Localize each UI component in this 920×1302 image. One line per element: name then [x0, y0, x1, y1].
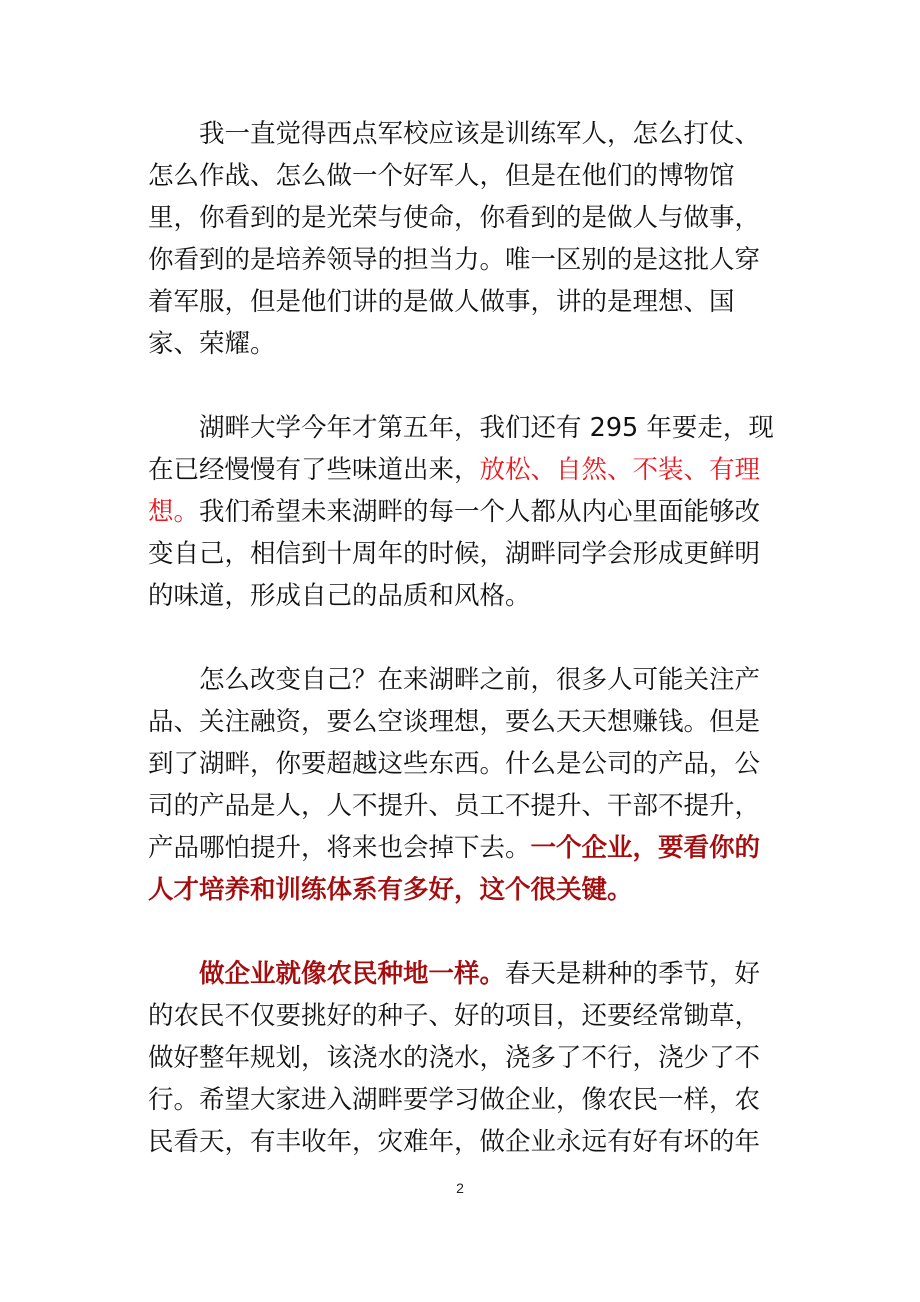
highlight-bold-text: 一个企业，要看你的人才培养和训练体系有多好，这个很关键。: [148, 833, 761, 905]
text-segment: 我一直觉得西点军校应该是训练军人，怎么打仗、怎么作战、怎么做一个好军人，但是在他们的博物馆里，你看到的是光荣与使命，你看到的是做人与做事，你看到的是培养领导的担当力。唯一区别的是这批人穿着军服，但是他们讲的是做人做事，讲的是理想、国家、荣耀。: [148, 119, 761, 359]
paragraph-west-point: [148, 113, 778, 365]
paragraph-hupan-fifth-year: [148, 407, 778, 617]
text-segment: 春天是耕种的季节，好的农民不仅要挑好的种子、好的项目，还要经常锄草，做好整年规划，该浇水的浇水，浇多了不行，浇少了不行。希望大家进入湖畔要学习做企业，像农民一样，农民看天，有丰收年，灾难年，做企业永远有好有坏的年: [148, 959, 761, 1157]
text-segment: 湖畔大学今年才第五年，我们还有 295 年要走，现在已经慢慢有了些味道出来，: [148, 413, 774, 485]
text-segment: 怎么改变自己？在来湖畔之前，很多人可能关注产品、关注融资，要么空谈理想，要么天天想赚钱。但是到了湖畔，你要超越这些东西。什么是公司的产品，公司的产品是人，人不提升、员工不提升、干部不提升，产品哪怕提升，将来也会掉下去。: [148, 665, 761, 863]
text-segment: 我们希望未来湖畔的每一个人都从内心里面能够改变自己，相信到十周年的时候，湖畔同学会形成更鲜明的味道，形成自己的品质和风格。: [148, 497, 761, 611]
paragraph-farming-analogy: [148, 953, 778, 1163]
highlight-bold-text: 做企业就像农民种地一样。: [199, 959, 506, 989]
paragraph-change-yourself: [148, 659, 778, 911]
page-number: 2: [456, 1180, 464, 1196]
highlight-red-text: 放松、自然、不装、有理想。: [148, 455, 761, 527]
